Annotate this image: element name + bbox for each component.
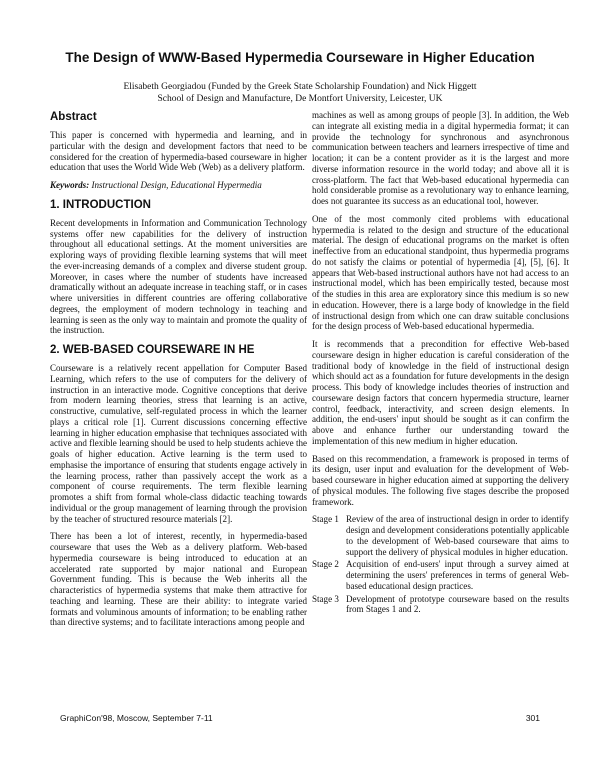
section-heading-web-courseware: 2. WEB-BASED COURSEWARE IN HE — [50, 344, 255, 356]
stage-text: Acquisition of end-users' input through a survey aimed at determining the users' preferences in terms of general Web-based educational design practices. — [346, 559, 569, 591]
courseware-paragraph-5: Based on this recommendation, a framework is proposed in terms of its design, user input and evaluation for the development of Web-based courseware in higher education aimed at supporting the delivery of physical modules. The following five stages describe the proposed framework. — [312, 453, 569, 507]
keywords-text: Instructional Design, Educational Hypermedia — [91, 180, 262, 190]
courseware-paragraph-2-continued: machines as well as among groups of people [3]. In addition, the Web can integrate all existing media in a digital hypermedia format; it can provide the technology for synchronous and asynchronous communication between teachers and learners irrespective of time and location; it can be a content provider as it is the largest and more diverse information resource in the world today; and above all it is cross-platform. The fact that Web-based educational hypermedia can hold considerable promise as a revolutionary way to enhance learning, does not guarantee its success as an educational tool, however. — [312, 110, 569, 206]
stage-text: Development of prototype courseware based on the results from Stages 1 and 2. — [346, 593, 569, 615]
author-names: Elisabeth Georgiadou (Funded by the Greek State Scholarship Foundation) and Nick Higgett — [123, 82, 477, 92]
left-column — [50, 110, 307, 660]
stage-item — [312, 514, 569, 557]
stage-item — [312, 594, 569, 616]
conference-name: GraphiCon'98, Moscow, September 7-11 — [60, 713, 213, 723]
courseware-paragraph-2: There has been a lot of interest, recently, in hypermedia-based courseware that uses the Web as a delivery platform. Web-based hypermedia courseware is being introduced to education at an accelerated rate supported by major national and European Government funding. This is because the Web inherits all the characteristics of hypermedia systems that make them attractive for teaching and learning. These are their ability: to integrate varied formats and voluminous amounts of information; to be enabling rather than directive systems; and to facilitate interactions among people and — [50, 531, 307, 628]
page-footer — [60, 713, 540, 723]
author-affiliation: School of Design and Manufacture, De Montfort University, Leicester, UK — [157, 93, 443, 104]
author-block — [60, 82, 540, 105]
stage-text: Review of the area of instructional design in order to identify design and development considerations potentially applicable to the development of Web-based courseware that aims to support the delivery of physical modules in higher education. — [346, 514, 569, 557]
courseware-paragraph-3: One of the most commonly cited problems with educational hypermedia is related to the design and structure of the educational material. The design of educational programs on the market is often ineffective from an educational standpoint, thus hypermedia programs do not satisfy the claims or potential of hypermedia [4], [5], [6]. It appears that Web-based instructional authors have not had access to an instructional model, which has been empirically tested, because most of the studies in this area are exploratory since this medium is so new in education. However, there is a large body of knowledge in the field of instructional design from which one can draw suitable conclusions for the design process of Web-based educational hypermedia. — [312, 213, 569, 332]
keywords-label: Keywords: — [50, 180, 90, 190]
courseware-paragraph-4: It is recommends that a precondition for effective Web-based courseware design in higher education is careful consideration of the traditional body of knowledge in the field of instructional design which should act as a foundation for future developments in the design process. This body of knowledge includes theories of instruction and courseware design factors that concern hypermedia structure, learner control, feedback, interactivity, and screen design elements. In addition, the end-users' input should be sought as it can confirm the above and enhance further our understanding toward the implementation of this new medium in higher education. — [312, 339, 569, 446]
stage-item — [312, 559, 569, 591]
stage-label: Stage 1 — [312, 514, 339, 525]
courseware-paragraph-1: Courseware is a relatively recent appellation for Computer Based Learning, which refers to the use of computers for the delivery of instruction in an interactive mode. Cognitive conceptions that derive from modern learning theories, stress that learning is an active, constructive, cumulative, self-regulated process in which the learner plays a critical role [1]. Current discussions concerning effective learning in higher education emphasise that techniques associated with active and flexible learning should be used to help students achieve the goals of higher education. Active learning is the term used to emphasise the importance of ensuring that students engage actively in the learning process, rather than passively accept the work as a component of course requirements. The term flexible learning promotes a shift from formal whole-class didactic teaching towards individual or the group management of learning through the provision by the teacher of structured resource materials [2]. — [50, 363, 307, 524]
section-heading-introduction: 1. INTRODUCTION — [50, 198, 151, 211]
introduction-paragraph: Recent developments in Information and Communication Technology systems offer new capabilities for the delivery of instruction throughout all educational settings. At the moment universities are exploring ways of providing flexible learning systems that will meet the ever-increasing demands of a complex and diverse student group. Moreover, in cases where the number of students have increased dramatically without an adequate increase in teaching staff, or in cases where universities in different countries are offering collaborative degrees, the employment of modern technology in teaching and learning is seen as the only way to maintain and promote the quality of the instruction. — [50, 217, 307, 336]
page-number: 301 — [525, 713, 540, 723]
abstract-text: This paper is concerned with hypermedia and learning, and in particular with the design and development factors that need to be considered for the creation of hypermedia-based courseware in higher education that uses the World Wide Web (Web) as a delivery platform. — [50, 130, 307, 173]
keywords-line — [50, 180, 307, 191]
paper-title: The Design of WWW-Based Hypermedia Courseware in Higher Education — [65, 50, 535, 65]
abstract-heading: Abstract — [50, 111, 97, 123]
stage-label: Stage 2 — [312, 559, 339, 570]
stage-label: Stage 3 — [312, 593, 339, 604]
right-column — [312, 110, 569, 660]
